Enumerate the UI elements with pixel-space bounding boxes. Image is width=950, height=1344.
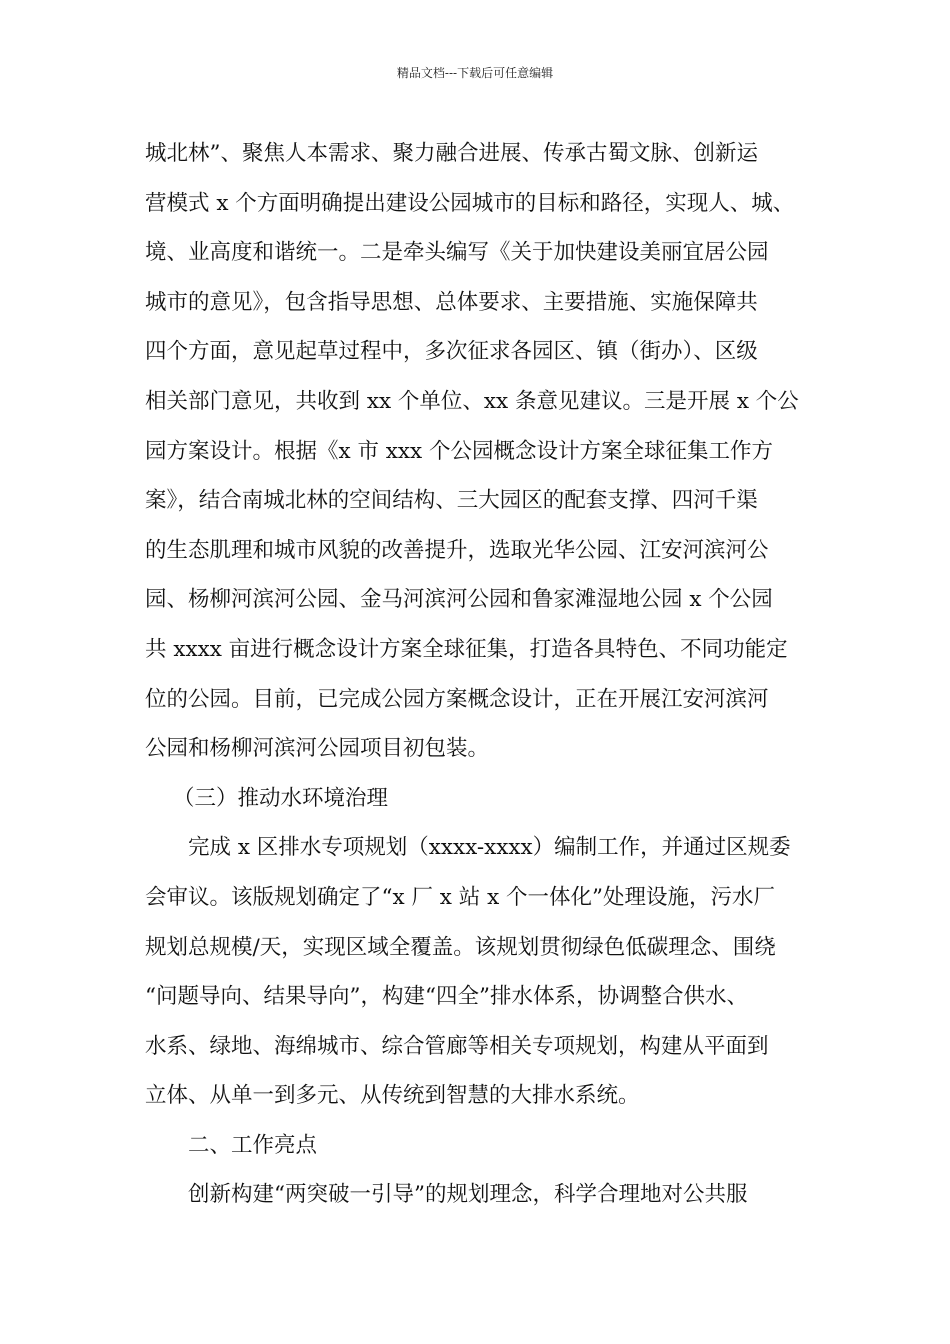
body-line: 境、业高度和谐统一。二是牵头编写《关于加快建设美丽宜居公园: [145, 240, 769, 266]
body-line: 营模式 x 个方面明确提出建设公园城市的目标和路径，实现人、城、: [145, 190, 795, 216]
body-line: 相关部门意见，共收到 xx 个单位、xx 条意见建议。三是开展 x 个公: [145, 388, 799, 414]
body-line: 公园和杨柳河滨河公园项目初包装。: [145, 736, 490, 762]
body-line: 园方案设计。根据《x 市 xxx 个公园概念设计方案全球征集工作方: [145, 438, 774, 464]
body-line: 案》，结合南城北林的空间结构、三大园区的配套支撑、四河千渠: [145, 488, 758, 514]
body-line: 位的公园。目前，已完成公园方案概念设计，正在开展江安河滨河: [145, 686, 769, 712]
body-line: 的生态肌理和城市风貌的改善提升，选取光华公园、江安河滨河公: [145, 537, 769, 563]
body-line: 规划总规模/天，实现区域全覆盖。该规划贯彻绿色低碳理念、围绕: [145, 934, 776, 960]
body-line: 会审议。该版规划确定了“x 厂 x 站 x 个一体化”处理设施，污水厂: [145, 884, 776, 910]
body-line: “问题导向、结果导向”，构建“四全”排水体系，协调整合供水、: [145, 984, 748, 1010]
body-line: 城市的意见》，包含指导思想、总体要求、主要措施、实施保障共: [145, 289, 758, 315]
body-line: 创新构建“两突破一引导”的规划理念，科学合理地对公共服: [188, 1182, 748, 1208]
section-heading: （三）推动水环境治理: [173, 785, 389, 811]
body-line: 立体、从单一到多元、从传统到智慧的大排水系统。: [145, 1083, 640, 1109]
body-line: 园、杨柳河滨河公园、金马河滨河公园和鲁家滩湿地公园 x 个公园: [145, 587, 773, 613]
page-header: 精品文档---下载后可任意编辑: [396, 66, 554, 80]
body-line: 城北林”、聚焦人本需求、聚力融合进展、传承古蜀文脉、创新运: [145, 141, 758, 166]
body-line: 水系、绿地、海绵城市、综合管廊等相关专项规划，构建从平面到: [145, 1033, 769, 1059]
body-line: 共 xxxx 亩进行概念设计方案全球征集，打造各具特色、不同功能定: [145, 636, 788, 662]
body-line: 完成 x 区排水专项规划（xxxx-xxxx）编制工作，并通过区规委: [188, 835, 791, 861]
section-heading: 二、工作亮点: [188, 1132, 318, 1158]
body-line: 四个方面，意见起草过程中，多次征求各园区、镇（街办）、区级: [145, 339, 758, 365]
document-body: [145, 129, 835, 1220]
